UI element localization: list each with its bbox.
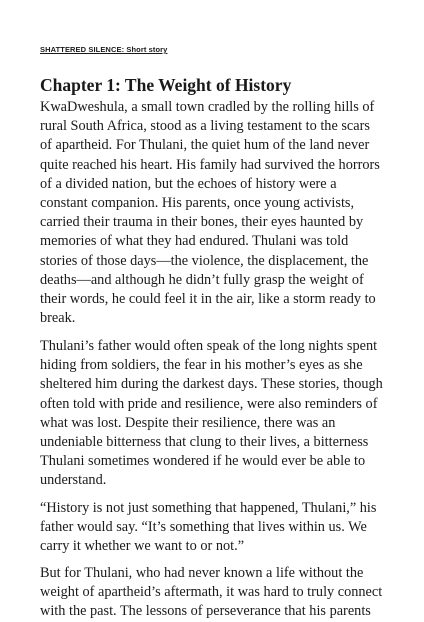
paragraph-line: carry it whether we want to or not.” [40,538,245,555]
paragraph-line: their words, he could feel it in the air, like a storm ready to [40,291,376,308]
paragraph-3 [40,499,400,557]
paragraph-line: father would say. “It’s something that lives within us. We [40,519,367,536]
paragraph-line: of apartheid. For Thulani, the quiet hum of the land never [40,137,370,154]
paragraph-line: rural South Africa, stood as a living testament to the scars [40,118,370,135]
paragraph-line: quite reached his heart. His family had survived the horrors [40,156,380,173]
paragraph-line: often told with pride and resilience, were also reminders of [40,395,378,412]
paragraph-line: with the past. The lessons of perseverance that his parents [40,603,371,620]
paragraph-line: break. [40,310,76,327]
paragraph-line: hiding from soldiers, the fear in his mother’s eyes as she [40,357,363,374]
paragraph-line: But for Thulani, who had never known a life without the [40,565,364,581]
paragraph-line: understand. [40,472,107,489]
paragraph-line: deaths—and although he didn’t fully grasp the weight of [40,271,364,288]
paragraph-line: Thulani’s father would often speak of the long nights spent [40,338,378,354]
paragraph-line: stories of those days—the violence, the displacement, the [40,252,369,269]
paragraph-line: undeniable bitterness that clung to their lives, a bitterness [40,434,369,451]
chapter-title: Chapter 1: The Weight of History [40,75,292,95]
paragraph-line: “History is not just something that happened, Thulani,” his [40,500,377,516]
paragraph-line: Thulani sometimes wondered if he would ever be able to [40,453,366,470]
story-header: SHATTERED SILENCE: Short story [40,45,168,54]
paragraph-line: carried their trauma in their bones, their eyes haunted by [40,214,364,231]
paragraph-2 [40,337,400,491]
paragraph-line: what was lost. Despite their resilience, there was an [40,414,336,431]
paragraph-4 [40,564,400,622]
paragraph-line: memories of what they had endured. Thulani was told [40,233,349,250]
paragraph-1 [40,98,400,328]
paragraph-line: sheltered him during the darkest days. These stories, though [40,376,383,393]
paragraph-line: of a divided nation, but the echoes of history were a [40,175,337,192]
paragraph-line: constant companion. His parents, once young activists, [40,195,355,212]
paragraph-line: KwaDweshula, a small town cradled by the rolling hills of [40,99,375,115]
paragraph-line: weight of apartheid’s aftermath, it was hard to truly connect [40,584,383,601]
